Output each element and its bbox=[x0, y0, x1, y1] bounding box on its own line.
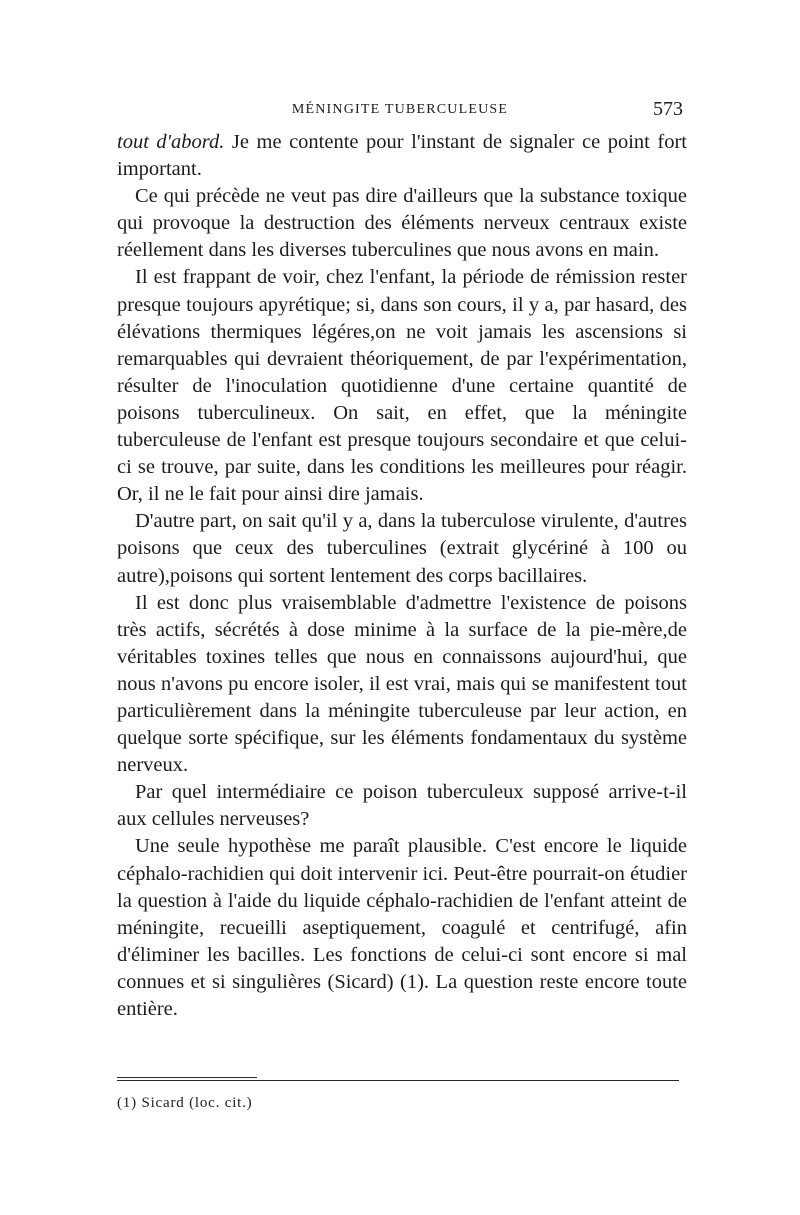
running-header bbox=[117, 98, 683, 122]
footnote-rule bbox=[117, 1080, 679, 1081]
italic-lead: tout d'abord. bbox=[117, 131, 225, 153]
paragraph-1-text: Je me contente pour l'instant de signaler ce point fort important. bbox=[117, 131, 687, 181]
paragraph-1 bbox=[117, 129, 687, 183]
paragraph-3: Il est frappant de voir, chez l'enfant, la période de rémission rester presque toujours apyrétique; si, dans son cours, il y a, par hasard, des élévations thermiques légéres,on ne voit jamais les ascensions si remarquables qui devraient théoriquement, de par l'expérimentation, résulter de l'inoculation quotidienne d'une certaine quantité de poisons tuberculineux. On sait, en effet, que la méningite tuberculeuse de l'enfant est presque toujours secondaire et que celui-ci se trouve, par suite, dans les conditions les meilleures pour réagir. Or, il ne le fait pour ainsi dire jamais. bbox=[117, 266, 687, 506]
paragraph-6: Par quel intermédiaire ce poison tuberculeux supposé arrive-t-il aux cellules nerveuses? bbox=[117, 781, 687, 831]
paragraph-5: Il est donc plus vraisemblable d'admettre l'existence de poisons très actifs, sécrétés à dose minime à la surface de la pie-mère,de véritables toxines telles que nous en connaissons aujourd'hui, que nous n'avons pu encore isoler, il est vrai, mais qui se manifestent tout particulièrement dans la méningite tuberculeuse par leur action, en quelque sorte spécifique, sur les éléments fondamentaux du système nerveux. bbox=[117, 591, 687, 777]
paragraph-2: Ce qui précède ne veut pas dire d'ailleurs que la substance toxique qui provoque la destruction des éléments nerveux centraux existe réellement dans les diverses tuberculines que nous avons en main. bbox=[117, 185, 687, 262]
running-title: MÉNINGITE TUBERCULEUSE bbox=[291, 102, 509, 117]
paragraph-4: D'autre part, on sait qu'il y a, dans la tuberculose virulente, d'autres poisons que ceux des tuberculines (extrait glycériné à 100 ou autre),poisons qui sortent lentement des corps bacillaires. bbox=[117, 510, 687, 587]
paragraph-7: Une seule hypothèse me paraît plausible. C'est encore le liquide céphalo-rachidien qui doit intervenir ici. Peut-être pourrait-on étudier la question à l'aide du liquide céphalo-rachidien de l'enfant atteint de méningite, recueilli aseptiquement, coagulé et centrifugé, afin d'éliminer les bacilles. Les fonctions de celui-ci sont encore si mal connues et si singulières (Sicard) (1). La question reste encore toute entière. bbox=[117, 835, 687, 1020]
page-number: 573 bbox=[653, 98, 683, 120]
body-text bbox=[117, 129, 687, 1023]
footnote: (1) Sicard (loc. cit.) bbox=[117, 1095, 253, 1111]
footnote-rule-short bbox=[117, 1077, 257, 1078]
